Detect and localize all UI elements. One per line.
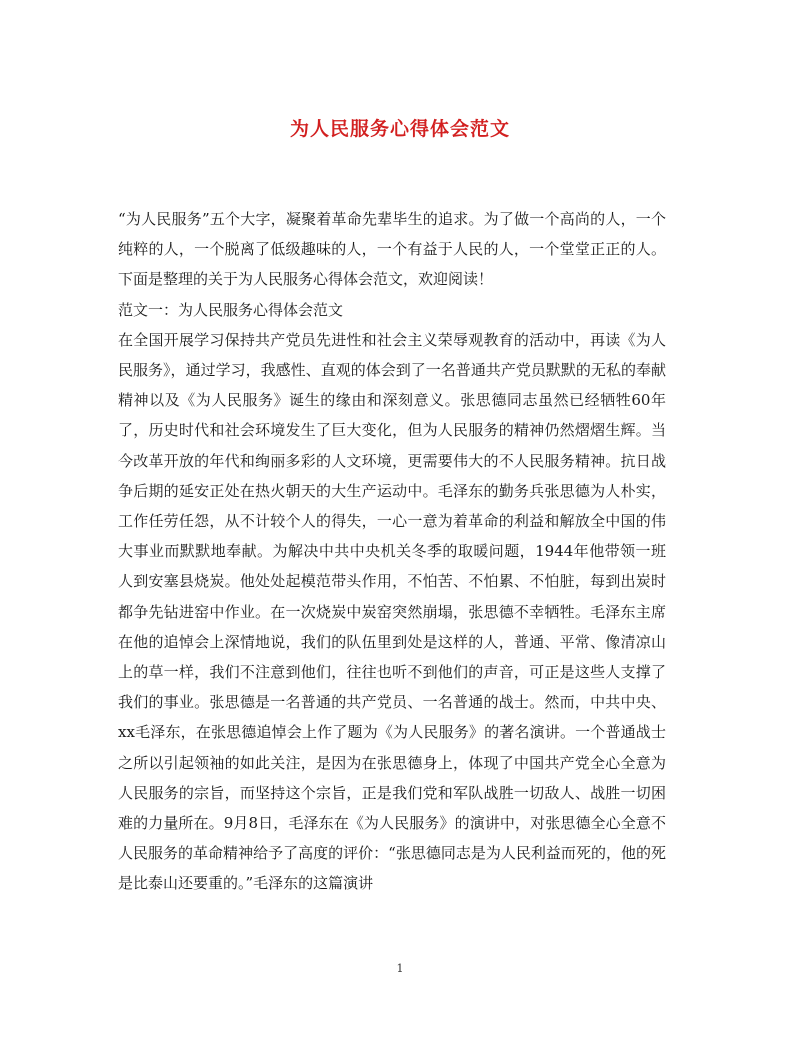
intro-paragraph: “为人民服务”五个大字，凝聚着革命先辈毕生的追求。为了做一个高尚的人，一个纯粹的人，一个脱离了低级趣味的人，一个有益于人民的人，一个堂堂正正的人。下面是整理的关于为人民服务心得体会范文，欢迎阅读！ bbox=[118, 210, 666, 289]
document-title: 为人民服务心得体会范文 bbox=[289, 118, 510, 140]
page-number: 1 bbox=[396, 962, 404, 975]
section-heading: 范文一：为人民服务心得体会范文 bbox=[118, 300, 344, 319]
document-body bbox=[118, 204, 666, 899]
body-paragraph: 在全国开展学习保持共产党员先进性和社会主义荣辱观教育的活动中，再读《为人民服务》，通过学习，我感性、直观的体会到了一名普通共产党员默默的无私的奉献精神以及《为人民服务》诞生的缘由和深刻意义。张思德同志虽然已经牺牲60年了，历史时代和社会环境发生了巨大变化，但为人民服务的精神仍然熠熠生辉。当今改革开放的年代和绚丽多彩的人文环境，更需要伟大的不人民服务精神。抗日战争后期的延安正处在热火朝天的大生产运动中。毛泽东的勤务兵张思德为人朴实，工作任劳任怨，从不计较个人的得失，一心一意为着革命的利益和解放全中国的伟大事业而默默地奉献。为解决中共中央机关冬季的取暖问题，1944年他带领一班人到安塞县烧炭。他处处起模范带头作用，不怕苦、不怕累、不怕脏，每到出炭时都争先钻进窑中作业。在一次烧炭中炭窑突然崩塌，张思德不幸牺牲。毛泽东主席在他的追悼会上深情地说，我们的队伍里到处是这样的人，普通、平常、像清凉山上的草一样，我们不注意到他们，往往也听不到他们的声音，可正是这些人支撑了我们的事业。张思德是一名普通的共产党员、一名普通的战士。然而，中共中央、xx毛泽东，在张思德追悼会上作了题为《为人民服务》的著名演讲。一个普通战士之所以引起领袖的如此关注，是因为在张思德身上，体现了中国共产党全心全意为人民服务的宗旨，而坚持这个宗旨，正是我们党和军队战胜一切敌人、战胜一切困难的力量所在。9月8日，毛泽东在《为人民服务》的演讲中，对张思德全心全意不人民服务的革命精神给予了高度的评价：“张思德同志是为人民利益而死的，他的死是比泰山还要重的。”毛泽东的这篇演讲 bbox=[118, 330, 666, 893]
